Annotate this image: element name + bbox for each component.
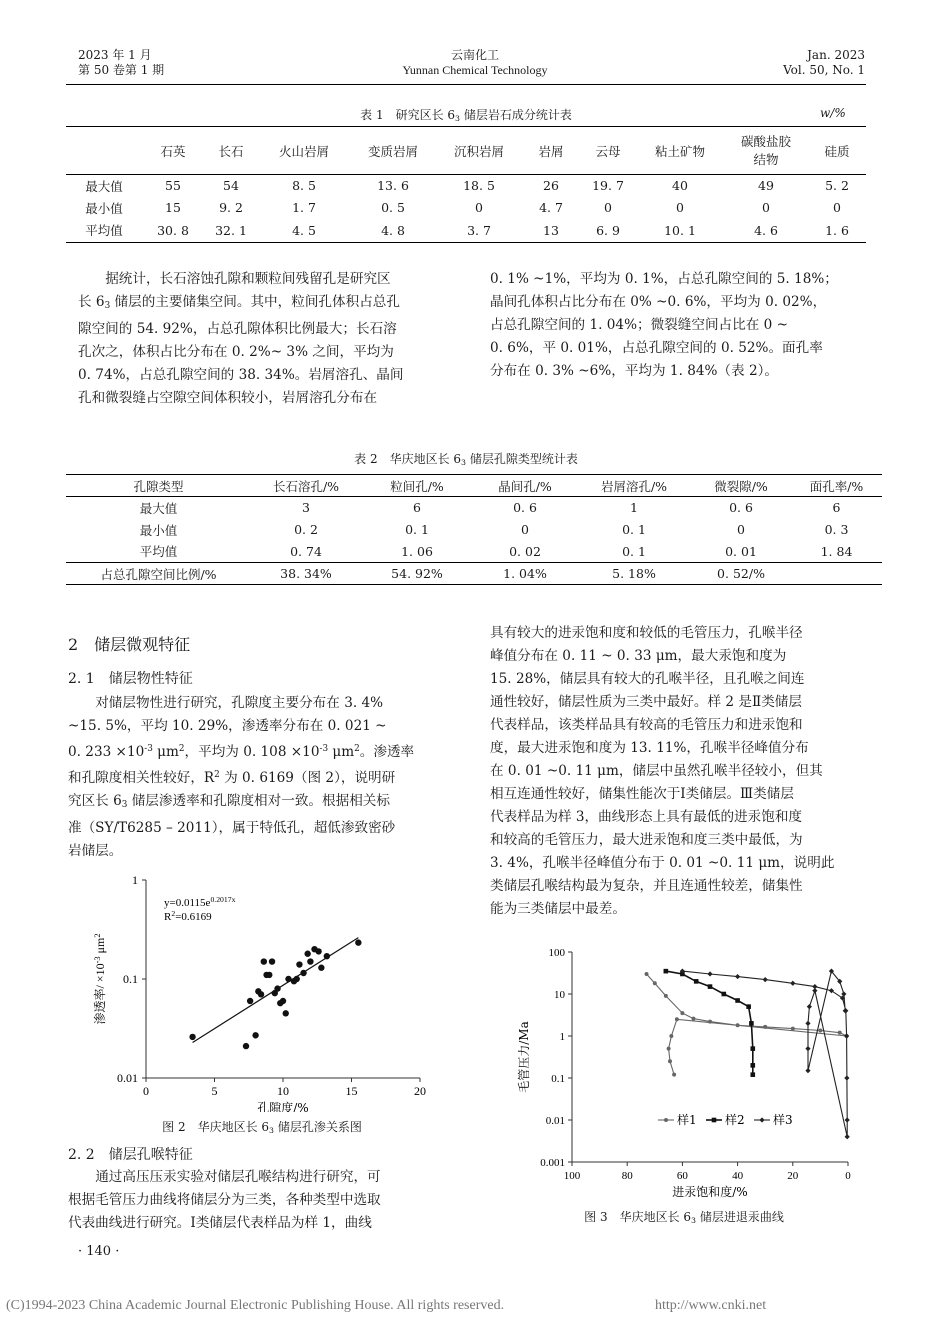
text-line: 15. 28%，储层具有较大的孔喉半径，且孔喉之间连 — [490, 671, 805, 687]
data-point — [763, 977, 768, 982]
cell: 3 — [302, 500, 310, 516]
data-point — [664, 969, 669, 974]
table2-caption-sub: 3 — [461, 457, 467, 467]
carbonate-line2: 结物 — [753, 151, 779, 167]
section-2-2-text — [68, 1166, 456, 1235]
cell: 10. 1 — [664, 222, 696, 238]
figure-3-caption — [490, 1208, 878, 1225]
text-line: 峰值分布在 0. 11 ~ 0. 33 μm，最大汞饱和度为 — [490, 648, 787, 664]
text-span: 为 0. 6169（图 2），说明研 — [219, 769, 396, 786]
data-point — [722, 992, 727, 997]
text-line: 代表样品，该类样品具有较高的毛管压力和进汞饱和 — [490, 717, 803, 733]
text-span: 0. 233 ×10 — [68, 743, 145, 760]
cell: 54 — [223, 178, 239, 194]
data-point — [805, 1068, 810, 1073]
table2-caption — [66, 450, 866, 467]
data-point — [791, 1027, 795, 1031]
table2-col: 粒间孔/% — [390, 478, 444, 494]
data-point — [707, 971, 712, 976]
cell: 13. 6 — [377, 178, 409, 194]
table2-col: 微裂隙/% — [714, 478, 768, 494]
cell: 55 — [165, 178, 181, 194]
cell: 30. 8 — [157, 222, 189, 238]
r-squared-part: R — [164, 911, 172, 923]
row-label: 平均值 — [85, 223, 123, 239]
header-date-en: Jan. 2023 — [807, 48, 865, 62]
table1-caption — [66, 106, 866, 123]
text-line: ~15. 5%，平均 10. 29%，渗透率分布在 0. 021 ~ — [68, 718, 387, 734]
header-rule — [66, 84, 866, 85]
y-tick-label: 0.1 — [123, 972, 138, 986]
legend-label: 样2 — [725, 1113, 745, 1127]
table1-corner — [66, 127, 142, 175]
data-point — [296, 961, 302, 967]
cell: 0. 1 — [622, 543, 646, 559]
text-line: 孔和微裂缝占空隙空间体积较小，岩屑溶孔分布在 — [78, 390, 378, 407]
text-line: 通性较好，储层性质为三类中最好。样 2 是Ⅱ类储层 — [490, 694, 802, 710]
regression-equation-part: 0.2017x — [210, 894, 236, 904]
text-line: 据统计，长石溶蚀孔隙和颗粒间残留孔是研究区 — [105, 271, 391, 287]
table-row — [66, 519, 882, 541]
y-tick-label: 0.001 — [540, 1157, 565, 1169]
data-point — [283, 1010, 289, 1016]
data-point — [750, 1063, 755, 1068]
text-line: 代表样品为样 3，曲线形态上具有最低的进汞饱和度 — [490, 809, 803, 825]
carbonate-line1: 碳酸盐胶 — [740, 133, 791, 149]
y-axis-label — [92, 933, 107, 1024]
data-point — [746, 1004, 751, 1009]
table2-header-row — [66, 475, 882, 497]
paragraph-right-1 — [490, 268, 878, 383]
data-point — [812, 988, 817, 993]
cell: 6 — [832, 500, 841, 516]
x-tick-label: 60 — [676, 1170, 688, 1182]
cell: 19. 7 — [592, 178, 624, 194]
cell: 0. 2 — [294, 522, 318, 537]
table1-col: 长石 — [218, 143, 244, 159]
table1-col: 沉积岩屑 — [453, 143, 504, 159]
y-tick-label: 1 — [132, 873, 138, 887]
cell: 32. 1 — [215, 222, 247, 238]
cell: 0. 5 — [381, 200, 405, 215]
data-point — [307, 958, 313, 964]
text-sup: 2 — [178, 744, 185, 754]
data-point — [790, 981, 795, 986]
section-2-right-text — [490, 622, 878, 921]
figure-2-scatter — [88, 866, 438, 1112]
x-tick-label: 20 — [787, 1170, 799, 1182]
data-point — [750, 1046, 755, 1051]
table-row — [66, 175, 866, 197]
data-point — [269, 958, 275, 964]
data-point — [261, 958, 267, 964]
data-point — [243, 1043, 249, 1049]
data-point — [805, 1046, 810, 1051]
data-point — [749, 1021, 754, 1026]
table1 — [66, 126, 866, 243]
data-point — [694, 979, 699, 984]
table1-header-row — [66, 127, 866, 175]
x-tick-label: 5 — [211, 1084, 218, 1098]
text-span: μm — [152, 743, 179, 760]
cell: 1. 84 — [820, 543, 853, 559]
data-point — [845, 1117, 850, 1122]
table1-col: 岩屑 — [538, 143, 564, 159]
text-line: 根据毛管压力曲线将储层分为三类，各种类型中选取 — [68, 1192, 381, 1208]
text-line — [68, 764, 456, 790]
r-squared-part: 2 — [171, 908, 176, 918]
data-point — [838, 1031, 842, 1035]
data-point — [324, 953, 330, 959]
data-point — [843, 1008, 848, 1013]
footer-link[interactable]: http://www.cnki.net — [655, 1298, 767, 1313]
cell: 13 — [543, 222, 559, 238]
series-line — [647, 974, 847, 1075]
cell: 49 — [758, 178, 774, 194]
text-sub: 3 — [121, 799, 128, 810]
figure-2-caption — [68, 1118, 456, 1135]
data-point — [669, 1034, 673, 1038]
r-squared — [164, 909, 212, 924]
text-span: 。渗透率 — [359, 743, 415, 760]
data-point — [668, 1059, 672, 1063]
data-point — [750, 1072, 755, 1077]
row-label: 最大值 — [139, 500, 178, 516]
cell: 6. 9 — [596, 222, 620, 238]
text-span: 究区长 6 — [68, 792, 122, 809]
journal-name-en: Yunnan Chemical Technology — [402, 63, 548, 77]
x-axis-label: 进汞饱和度/% — [672, 1185, 748, 1199]
table1-caption-pre: 表 1 研究区长 6 — [360, 108, 456, 122]
cell: 5. 18% — [612, 566, 656, 581]
x-tick-label: 15 — [345, 1084, 358, 1098]
data-point — [712, 1118, 717, 1123]
text-sup: 2 — [354, 744, 360, 754]
data-point — [266, 972, 272, 978]
y-tick-label: 0.01 — [117, 1071, 138, 1085]
data-point — [645, 972, 649, 976]
y-axis-label: 毛管压力/Ma — [517, 1021, 531, 1093]
y-axis-label-part: 渗透率/ ×10 — [93, 963, 107, 1025]
cell: 40 — [672, 178, 688, 194]
x-axis-label: 孔隙度/% — [257, 1101, 309, 1112]
legend-label: 样1 — [677, 1113, 697, 1127]
footer-copyright: (C)1994-2023 China Academic Journal Electronic Publishing House. All rights reserved. — [6, 1298, 505, 1313]
cell: 4. 5 — [292, 222, 316, 238]
series-样3 — [680, 969, 850, 1140]
cell: 0 — [833, 200, 841, 215]
cell: 4. 6 — [754, 222, 778, 238]
text-line: 能为三类储层中最差。 — [490, 901, 626, 917]
y-axis-label-part: μm — [93, 937, 107, 957]
data-point — [300, 970, 306, 976]
data-point — [355, 939, 361, 945]
section-2-1-text — [68, 692, 456, 863]
data-point — [675, 1017, 679, 1021]
regression-equation — [164, 895, 236, 910]
cell: 0. 6 — [513, 500, 537, 516]
table1-caption-post: 储层岩石成分统计表 — [460, 108, 572, 122]
cell — [791, 563, 882, 585]
data-point — [274, 985, 280, 991]
data-point — [315, 948, 321, 954]
data-point — [304, 951, 310, 957]
table2-col: 面孔率/% — [809, 478, 864, 494]
table1-col-carbonate — [724, 127, 808, 175]
fig3-caption-post: 储层进退汞曲线 — [696, 1210, 784, 1224]
x-tick-label: 100 — [563, 1170, 581, 1182]
text-line: 分布在 0. 3% ~6%，平均为 1. 84%（表 2）。 — [490, 363, 778, 379]
text-line: 通过高压压汞实验对储层孔喉结构进行研究，可 — [95, 1169, 381, 1185]
cell: 18. 5 — [463, 178, 495, 194]
table-row — [66, 497, 882, 519]
series-line — [682, 971, 847, 1137]
y-tick-label: 100 — [548, 947, 565, 959]
data-point — [807, 1004, 812, 1009]
data-point — [285, 976, 291, 982]
cell: 26 — [543, 178, 559, 194]
data-point — [844, 1033, 849, 1038]
header-date: 2023 年 1 月 — [78, 48, 152, 62]
y-tick-label: 1 — [559, 1031, 565, 1043]
x-tick-label: 80 — [621, 1170, 633, 1182]
table-row — [66, 541, 882, 563]
data-point — [680, 1011, 684, 1015]
table2-caption-pre: 表 2 华庆地区长 6 — [354, 452, 462, 466]
data-point — [664, 994, 668, 998]
text-line: 在 0. 01 ~0. 11 μm，储层中虽然孔喉半径较小，但其 — [490, 763, 823, 779]
regression-equation-part: y=0.0115e — [164, 897, 211, 909]
data-point — [294, 976, 300, 982]
table2 — [66, 474, 882, 585]
cell: 0. 3 — [824, 522, 849, 537]
text-span: 和孔隙度相关性较好，R — [68, 769, 215, 786]
data-point — [805, 1021, 810, 1026]
row-label: 最小值 — [139, 522, 178, 538]
y-tick-label: 0.1 — [551, 1073, 565, 1085]
cell: 9. 2 — [219, 200, 243, 215]
header-center — [375, 48, 575, 78]
table1-col: 云母 — [595, 143, 621, 159]
row-label: 最小值 — [85, 200, 123, 216]
table1-col: 变质岩屑 — [367, 143, 418, 159]
header-volume: 第 50 卷第 1 期 — [78, 63, 165, 77]
cell: 0. 1 — [405, 522, 429, 537]
data-point — [763, 1025, 767, 1029]
cell: 1. 04% — [503, 566, 547, 581]
data-point — [735, 998, 740, 1003]
text-span: ，平均为 0. 108 ×10 — [184, 743, 320, 760]
cell: 5. 2 — [825, 178, 849, 194]
table1-col: 石英 — [160, 143, 186, 159]
row-label: 最大值 — [85, 178, 123, 194]
data-point — [708, 1020, 712, 1024]
cell: 0. 02 — [509, 543, 541, 559]
text-span: 储层的主要储集空间。其中，粒间孔体积占总孔 — [110, 294, 400, 310]
cell: 0. 52/% — [717, 566, 765, 581]
data-point — [841, 991, 846, 996]
data-point — [258, 991, 264, 997]
cell: 4. 8 — [381, 222, 405, 238]
cell: 4. 7 — [539, 200, 563, 215]
x-tick-label: 0 — [143, 1084, 149, 1098]
text-line — [68, 790, 456, 817]
journal-name: 云南化工 — [450, 48, 499, 62]
text-line: 具有较大的进汞饱和度和较低的毛管压力，孔喉半径 — [490, 625, 803, 641]
data-point — [653, 981, 657, 985]
data-point — [318, 965, 324, 971]
table1-col: 粘土矿物 — [654, 143, 705, 159]
figure-3-capillary-curves — [510, 944, 870, 1206]
table1-caption-sub: 3 — [455, 113, 461, 123]
legend-label: 样3 — [773, 1113, 793, 1127]
cell: 0. 01 — [725, 543, 757, 559]
cell: 0 — [762, 200, 770, 215]
cell: 15 — [165, 200, 181, 215]
text-span: 储层渗透率和孔隙度相对一致。根据相关标 — [127, 792, 390, 809]
data-point — [818, 1029, 822, 1033]
data-point — [759, 1117, 764, 1122]
cell: 38. 34% — [280, 566, 332, 581]
table-row — [66, 563, 882, 585]
text-line: 0. 6%，平 0. 01%，占总孔隙空间的 0. 52%。面孔率 — [490, 340, 823, 356]
text-line — [68, 738, 456, 764]
r-squared-part: =0.6169 — [175, 911, 212, 923]
text-line: 晶间孔体积占比分布在 0% ~0. 6%，平均为 0. 02%， — [490, 294, 827, 310]
table1-col: 硅质 — [824, 143, 850, 159]
cell: 0 — [737, 522, 745, 537]
text-line: 代表曲线进行研究。Ⅰ类储层代表样品为样 1，曲线 — [68, 1215, 372, 1231]
text-span: μm — [328, 743, 355, 760]
table2-col: 晶间孔/% — [498, 478, 552, 494]
x-tick-label: 40 — [732, 1170, 744, 1182]
page-number: · 140 · — [78, 1244, 120, 1259]
y-axis-label-part: 2 — [92, 933, 102, 938]
x-tick-label: 20 — [414, 1084, 426, 1098]
header-volume-en: Vol. 50, No. 1 — [783, 63, 865, 77]
text-line: 准（SY/T6285 – 2011），属于特低孔，超低渗致密砂 — [68, 819, 396, 836]
cell: 54. 92% — [391, 566, 443, 581]
text-line: 3. 4%，孔喉半径峰值分布于 0. 01 ~0. 11 μm，说明此 — [490, 855, 835, 871]
text-line: 孔次之，体积占比分布在 0. 2%~ 3% 之间，平均为 — [78, 344, 394, 361]
data-point — [844, 1075, 849, 1080]
text-line: 相互连通性较好，储集性能次于Ⅰ类储层。Ⅲ类储层 — [490, 786, 794, 802]
text-line: 隙空间的 54. 92%，占总孔隙体积比例最大；长石溶 — [78, 321, 397, 338]
y-axis-label-part: -3 — [92, 956, 102, 964]
text-sup: -3 — [144, 744, 153, 754]
data-point — [189, 1034, 195, 1040]
cell: 6 — [413, 500, 421, 516]
cell: 3. 7 — [467, 222, 491, 238]
data-point — [247, 998, 253, 1004]
data-point — [672, 1073, 676, 1077]
cell: 0 — [676, 200, 684, 215]
cell: 1. 7 — [292, 200, 316, 215]
fig2-caption-pre: 图 2 华庆地区长 6 — [162, 1120, 270, 1134]
text-line: 和较高的毛管压力，最大进汞饱和度三类中最低，为 — [490, 832, 803, 848]
legend — [658, 1112, 793, 1127]
data-point — [664, 1118, 668, 1122]
text-line: 岩储层。 — [68, 842, 123, 859]
fig3-caption-sub: 3 — [691, 1215, 697, 1225]
text-span: 长 6 — [78, 294, 105, 310]
row-label: 平均值 — [139, 544, 178, 560]
cell: 0 — [475, 200, 483, 215]
x-tick-label: 0 — [845, 1170, 851, 1182]
table2-caption-post: 储层孔隙类型统计表 — [466, 452, 578, 466]
text-line: 度，最大进汞饱和度为 13. 11%，孔喉半径峰值分布 — [490, 740, 809, 756]
data-point — [252, 1032, 258, 1038]
paragraph-left-1 — [78, 268, 466, 410]
y-tick-label: 10 — [554, 989, 565, 1001]
row-label: 占总孔隙空间比例/% — [100, 566, 217, 582]
cell: 1. 6 — [825, 222, 849, 238]
header-left — [78, 48, 164, 78]
table2-col: 岩屑溶孔/% — [600, 478, 668, 494]
table1-col: 火山岩屑 — [278, 143, 329, 159]
data-point — [736, 1023, 740, 1027]
header-right — [750, 48, 865, 78]
cell: 1. 06 — [401, 543, 433, 559]
section-2-title: 2 储层微观特征 — [68, 635, 191, 654]
cell: 0. 6 — [729, 500, 753, 516]
text-line: 类储层孔喉结构最为复杂，并且连通性较差，储集性 — [490, 878, 803, 894]
section-2-2-title: 2. 2 储层孔喉特征 — [68, 1147, 193, 1163]
data-point — [280, 998, 286, 1004]
cell: 0 — [521, 522, 529, 537]
table-row — [66, 219, 866, 243]
table2-col: 长石溶孔/% — [272, 478, 340, 494]
fig2-caption-sub: 3 — [269, 1125, 275, 1135]
text-line: 占总孔隙空间的 1. 04%；微裂缝空间占比在 0 ~ — [490, 317, 789, 333]
cell: 0. 1 — [622, 522, 646, 537]
cell: 8. 5 — [292, 178, 316, 194]
text-sup: 2 — [214, 769, 220, 780]
text-sub: 3 — [104, 301, 111, 312]
cell: 0 — [604, 200, 612, 215]
x-tick-label: 10 — [277, 1084, 289, 1098]
data-point — [667, 1047, 671, 1051]
text-line: 0. 74%，占总孔隙空间的 38. 34%。岩屑溶孔、晶间 — [78, 367, 404, 384]
data-point — [691, 1017, 695, 1021]
cell: 1 — [630, 500, 638, 516]
fig2-caption-post: 储层孔渗关系图 — [274, 1120, 362, 1134]
text-line: 0. 1% ~1%，平均为 0. 1%，占总孔隙空间的 5. 18%； — [490, 271, 838, 287]
table-row — [66, 197, 866, 219]
table2-col: 孔隙类型 — [133, 478, 184, 494]
data-point — [708, 984, 713, 989]
text-line: 对储层物性进行研究，孔隙度主要分布在 3. 4% — [95, 695, 384, 711]
text-line — [78, 291, 466, 318]
cell: 0. 74 — [290, 543, 322, 559]
text-sup: -3 — [319, 744, 329, 754]
data-point — [845, 1134, 850, 1139]
y-tick-label: 0.01 — [545, 1115, 565, 1127]
section-2-1-title: 2. 1 储层物性特征 — [68, 671, 193, 687]
fig3-caption-pre: 图 3 华庆地区长 6 — [584, 1210, 692, 1224]
data-point — [735, 974, 740, 979]
table1-unit: w/% — [820, 106, 846, 120]
